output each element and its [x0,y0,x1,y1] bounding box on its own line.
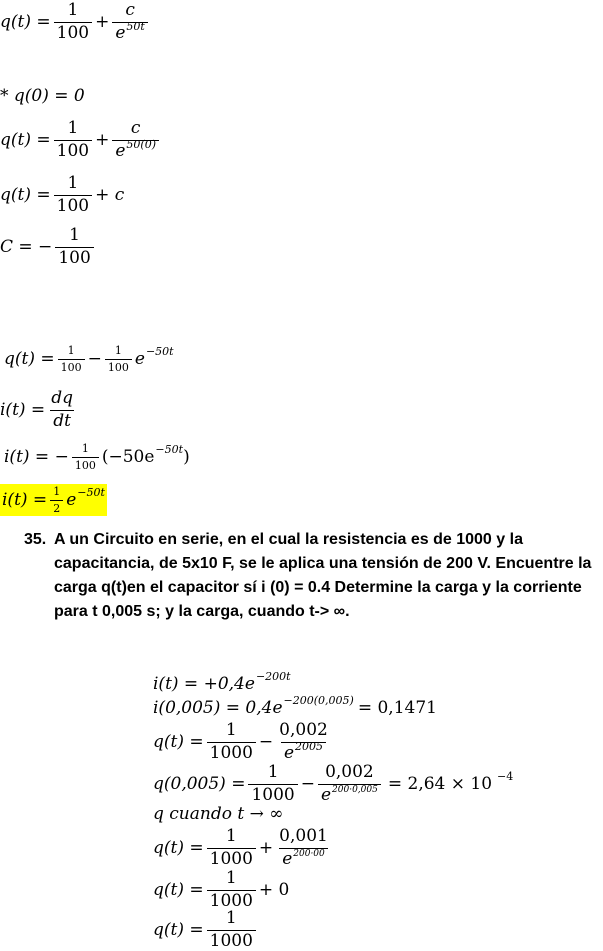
equation-i-result-highlighted: i(t) = $\frac{1}{2}$ e −50t [2,485,105,515]
solution-charge-limit-final: q(t) = $\frac{1}{1000}$ [153,910,259,951]
solution-limit-label: q cuando t → ∞ [153,804,284,824]
equation-q-substituted: q(t) = $\frac{1}{100}$ + $\frac{c}{e^{50(0)}}$ [0,120,162,161]
equation-i-derivative: i(t) = $\frac{dq}{dt}$ [0,388,73,431]
equation-i-expanded: i(t) = − $\frac{1}{100}$ (−50e −50t ) [4,442,190,472]
eq1-fraction: $\frac{1}{100}$ [54,2,92,43]
problem-35 [24,528,602,624]
solution-charge: q(t) = $\frac{1}{1000}$ − $\frac{0,002}{e^{2005}}$ [153,720,328,763]
problem-text: A un Circuito en serie, en el cual la resistencia es de 1000 y la capacitancia, de 5x10 F, se le aplica una tensión de 200 V. Encuentre la carga q(t)en el capacitor sí i (0) = 0.4 Determine la carga y la corriente para t 0,005 s; y la carga, cuando t-> ∞. [54,531,592,620]
initial-condition: * q(0) = 0 [0,86,85,106]
solution-current: i(t) = +0,4e −200t [153,670,291,694]
eq1-lhs: q(t) = [0,11,51,32]
equation-q-final: q(t) = $\frac{1}{100}$ − $\frac{1}{100}$ e −50t [4,344,174,374]
equation-constant-c: C = − $\frac{1}{100}$ [0,227,97,268]
solution-current-at-t: i(0,005) = 0,4e −200(0,005) = 0,1471 [153,694,437,718]
solution-charge-limit: q(t) = $\frac{1}{1000}$ + $\frac{0,001}{e^{200\cdot 00}}$ [153,826,328,869]
solution-charge-limit-simplified: q(t) = $\frac{1}{1000}$ + 0 [153,868,290,911]
problem-number: 35. [24,531,47,548]
equation-q-simplified: q(t) = $\frac{1}{100}$ + c [0,173,125,216]
eq1-fraction-c: $\frac{c}{e^{50t}}$ [112,2,147,43]
equation-q-general: q(t) = $\frac{1}{100}$ + $\frac{c}{e^{50t}}$ [0,2,151,43]
solution-charge-at-t: q(0,005) = $\frac{1}{1000}$ − $\frac{0,002}{e^{200\cdot 0,005}}$ = 2,64 × 10 −4 [153,762,514,805]
